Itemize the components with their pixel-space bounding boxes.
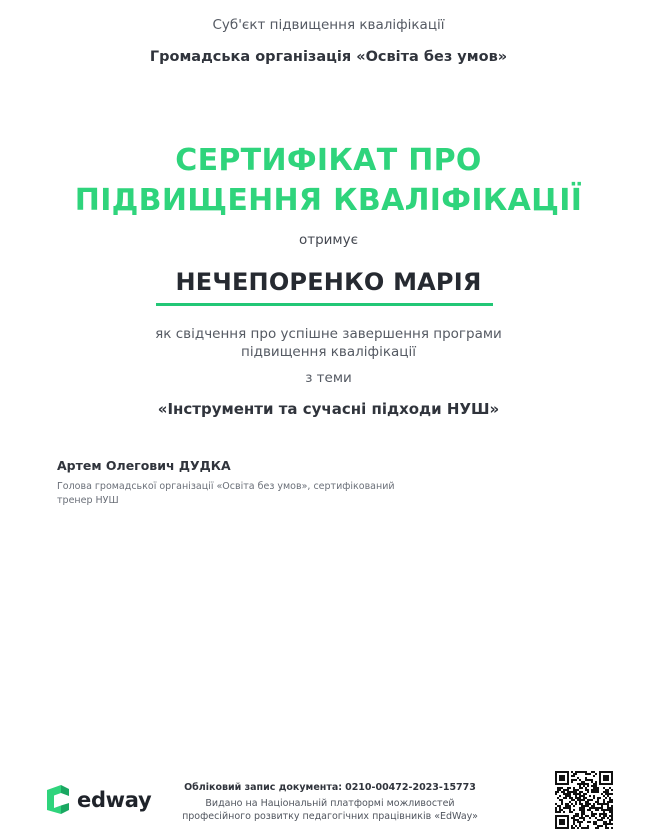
document-record-number: 0210-00472-2023-15773 [345,782,476,793]
receives-label: отримує [298,232,359,248]
document-record-label: Обліковий запис документа: [184,782,343,793]
issued-by [150,797,510,823]
certificate-title [0,141,657,221]
footer-info [150,781,510,823]
recipient-name: НЕЧЕПОРЕНКО МАРІЯ [175,268,482,296]
edway-logo-text: edway [77,788,152,812]
edway-logo [45,784,151,816]
topic-label: з теми [305,370,352,386]
issued-by-line-2: професійного розвитку педагогічних працівників «EdWay» [182,811,478,822]
certificate-title-line-1: СЕРТИФІКАТ ПРО [175,143,482,178]
recipient-underline [156,303,493,306]
certificate-title-line-2: ПІДВИЩЕННЯ КВАЛІФІКАЦІЇ [74,183,583,218]
document-record [150,781,510,794]
qr-code-icon [555,771,613,829]
edway-logo-icon [45,784,71,816]
signer-role: Голова громадської організації «Освіта без умов», сертифікований тренер НУШ [57,481,395,506]
subject-label: Суб'єкт підвищення кваліфікації [212,17,445,33]
signer-name: Артем Олегович ДУДКА [57,458,231,473]
program-topic: «Інструменти та сучасні підходи НУШ» [157,400,500,418]
organization-name: Громадська організація «Освіта без умов» [149,49,508,65]
issued-by-line-1: Видано на Національній платформі можливостей [205,798,455,809]
completion-statement-line-2: підвищення кваліфікації [241,344,416,360]
completion-statement [0,325,657,361]
completion-statement-line-1: як свідчення про успішне завершення програми [155,326,502,342]
